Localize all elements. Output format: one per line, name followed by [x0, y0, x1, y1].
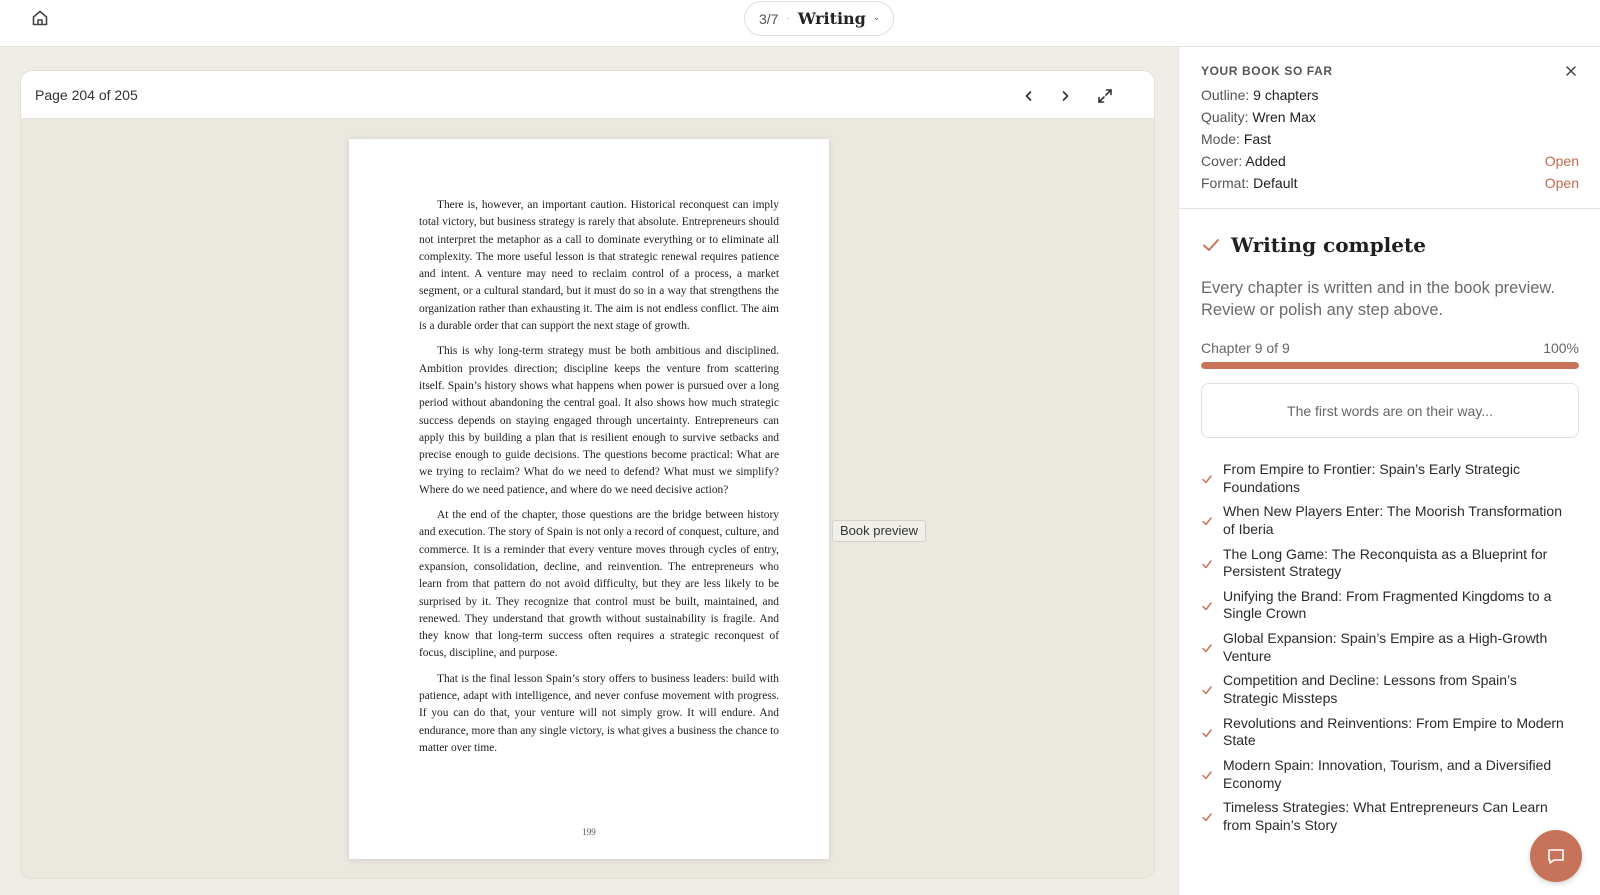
chevron-down-icon [874, 13, 879, 25]
summary-title: YOUR BOOK SO FAR [1201, 64, 1333, 78]
summary-row-mode [1201, 131, 1579, 149]
chapter-item[interactable] [1201, 461, 1579, 503]
summary-row-outline [1201, 87, 1579, 105]
progress-label: Chapter 9 of 9 [1201, 340, 1290, 356]
chapter-item[interactable] [1201, 630, 1579, 672]
status-description: Every chapter is written and in the book preview. Review or polish any step above. [1201, 279, 1556, 319]
step-selector[interactable] [744, 1, 894, 36]
paragraph: This is why long-term strategy must be both ambitious and disciplined. Ambition provides direction; discipline keeps the venture from scattering itself. Spain’s history shows what happens when power is pursued over a long period without abandoning the central goal. It also shows how much strategic success depends on staying engaged through uncertainty. Entrepreneurs can apply this by building a plan that is resilient enough to survive setbacks and precise enough to guide decisions. The questions become practical: What are we trying to reclaim? What do we need to defend? What must we simplify? Where do we need patience, and where do we need decisive action? [419, 345, 779, 496]
step-separator: · [786, 13, 790, 24]
check-icon [1201, 503, 1213, 539]
chapter-title: Global Expansion: Spain’s Empire as a High-Growth Venture [1223, 630, 1548, 664]
progress-percent: 100% [1543, 340, 1579, 356]
progress-fill [1201, 362, 1579, 369]
summary-row-format [1201, 175, 1579, 193]
page-body [419, 197, 779, 765]
chapter-item[interactable] [1201, 799, 1579, 841]
summary-value: Wren Max [1252, 109, 1316, 125]
summary-key: Format: [1201, 175, 1250, 191]
check-icon [1201, 630, 1213, 666]
check-icon [1201, 235, 1221, 255]
chapter-item[interactable] [1201, 503, 1579, 545]
chapter-title: Competition and Decline: Lessons from Spain’s Strategic Missteps [1223, 672, 1517, 706]
summary-row-cover [1201, 153, 1579, 171]
reader-area [0, 47, 1178, 895]
open-format-link[interactable]: Open [1544, 175, 1579, 191]
chapter-title: When New Players Enter: The Moorish Transformation of Iberia [1223, 503, 1562, 537]
top-bar [0, 0, 1600, 47]
summary-key: Mode: [1201, 131, 1240, 147]
status-message-box: The first words are on their way... [1201, 383, 1579, 438]
status-title: Writing complete [1231, 233, 1426, 257]
check-icon [1201, 588, 1213, 624]
summary-value: 9 chapters [1253, 87, 1319, 103]
progress-row [1201, 340, 1579, 356]
prev-page-button[interactable] [1016, 83, 1042, 109]
chapter-item[interactable] [1201, 672, 1579, 714]
fullscreen-button[interactable] [1092, 83, 1118, 109]
progress-panel [1178, 47, 1600, 895]
summary-value: Added [1245, 153, 1286, 169]
book-preview-tooltip: Book preview [832, 520, 926, 542]
chapter-item[interactable] [1201, 546, 1579, 588]
chevron-right-icon [1058, 89, 1072, 103]
step-name: Writing [797, 9, 866, 28]
summary-key: Outline: [1201, 87, 1250, 103]
chat-button[interactable] [1530, 830, 1582, 882]
check-icon [1201, 799, 1213, 835]
check-icon [1201, 715, 1213, 751]
chapter-title: Revolutions and Reinventions: From Empire to Modern State [1223, 714, 1564, 749]
status-heading [1201, 233, 1426, 257]
chapter-title: The Long Game: The Reconquista as a Blueprint for Persistent Strategy [1223, 545, 1548, 580]
close-panel-button[interactable] [1561, 61, 1581, 81]
chapter-title: From Empire to Frontier: Spain’s Early Strategic Foundations [1223, 461, 1520, 495]
chapter-item[interactable] [1201, 715, 1579, 757]
page-indicator: Page 204 of 205 [35, 87, 138, 103]
chapter-item[interactable] [1201, 588, 1579, 630]
check-icon [1201, 672, 1213, 708]
open-cover-link[interactable]: Open [1544, 153, 1579, 169]
chapter-list [1201, 461, 1579, 842]
step-count: 3/7 [759, 10, 779, 27]
chapter-item[interactable] [1201, 757, 1579, 799]
paragraph: That is the final lesson Spain’s story offers to business leaders: build with patience, adapt with intelligence, and never confuse movement with progress. If you can do that, your venture will not simply grow. It will endure. And endurance, more than any single victory, is what gives a business the chance to matter over time. [419, 672, 779, 754]
summary-value: Fast [1243, 131, 1272, 147]
next-page-button[interactable] [1052, 83, 1078, 109]
close-icon [1565, 65, 1577, 77]
home-button[interactable] [28, 6, 52, 30]
book-preview [20, 70, 1155, 879]
chapter-title: Timeless Strategies: What Entrepreneurs Can Learn from Spain’s Story [1223, 799, 1548, 833]
check-icon [1201, 546, 1213, 582]
page-number: 199 [582, 827, 596, 837]
check-icon [1201, 757, 1213, 793]
preview-toolbar [21, 71, 1154, 119]
summary-key: Quality: [1201, 109, 1249, 125]
expand-icon [1097, 88, 1113, 104]
paragraph: At the end of the chapter, those questions are the bridge between history and execution. The story of Spain is not only a record of conquest, culture, and commerce. It is a reminder that every venture moves through cycles of entry, expansion, consolidation, decline, and reinvention. The entrepreneurs who learn from that pattern do not avoid difficulty, but they are less likely to be surprised by it. They recognize that control must be built, maintained, and renewed. They understand that growth without sustainability is fragile. And they know that long-term success often requires a strategic reconquest of focus, discipline, and purpose. [419, 509, 779, 660]
paragraph: There is, however, an important caution. Historical reconquest can imply total victory, but business strategy is rarely that absolute. Entrepreneurs should not interpret the metaphor as a call to dominate everything or to eliminate all complexity. The more useful lesson is that strategic renewal requires patience and intent. A venture may need to reclaim control of a process, a market segment, or a cultural standard, but it must do so in a way that strengthens the organization rather than exhausting it. The aim is not endless conflict. The aim is a durable order that can support the next stage of growth. [419, 199, 779, 333]
summary-row-quality [1201, 109, 1579, 127]
check-icon [1201, 461, 1213, 497]
summary-key: Cover: [1201, 153, 1243, 169]
home-icon [31, 9, 49, 27]
book-summary [1179, 47, 1600, 209]
progress-bar [1201, 362, 1579, 369]
chapter-title: Unifying the Brand: From Fragmented Kingdoms to a Single Crown [1223, 587, 1552, 622]
chevron-left-icon [1022, 89, 1036, 103]
chapter-title: Modern Spain: Innovation, Tourism, and a Diversified Economy [1223, 757, 1552, 791]
summary-value: Default [1253, 175, 1298, 191]
chat-icon [1546, 846, 1566, 866]
book-page [349, 139, 829, 859]
